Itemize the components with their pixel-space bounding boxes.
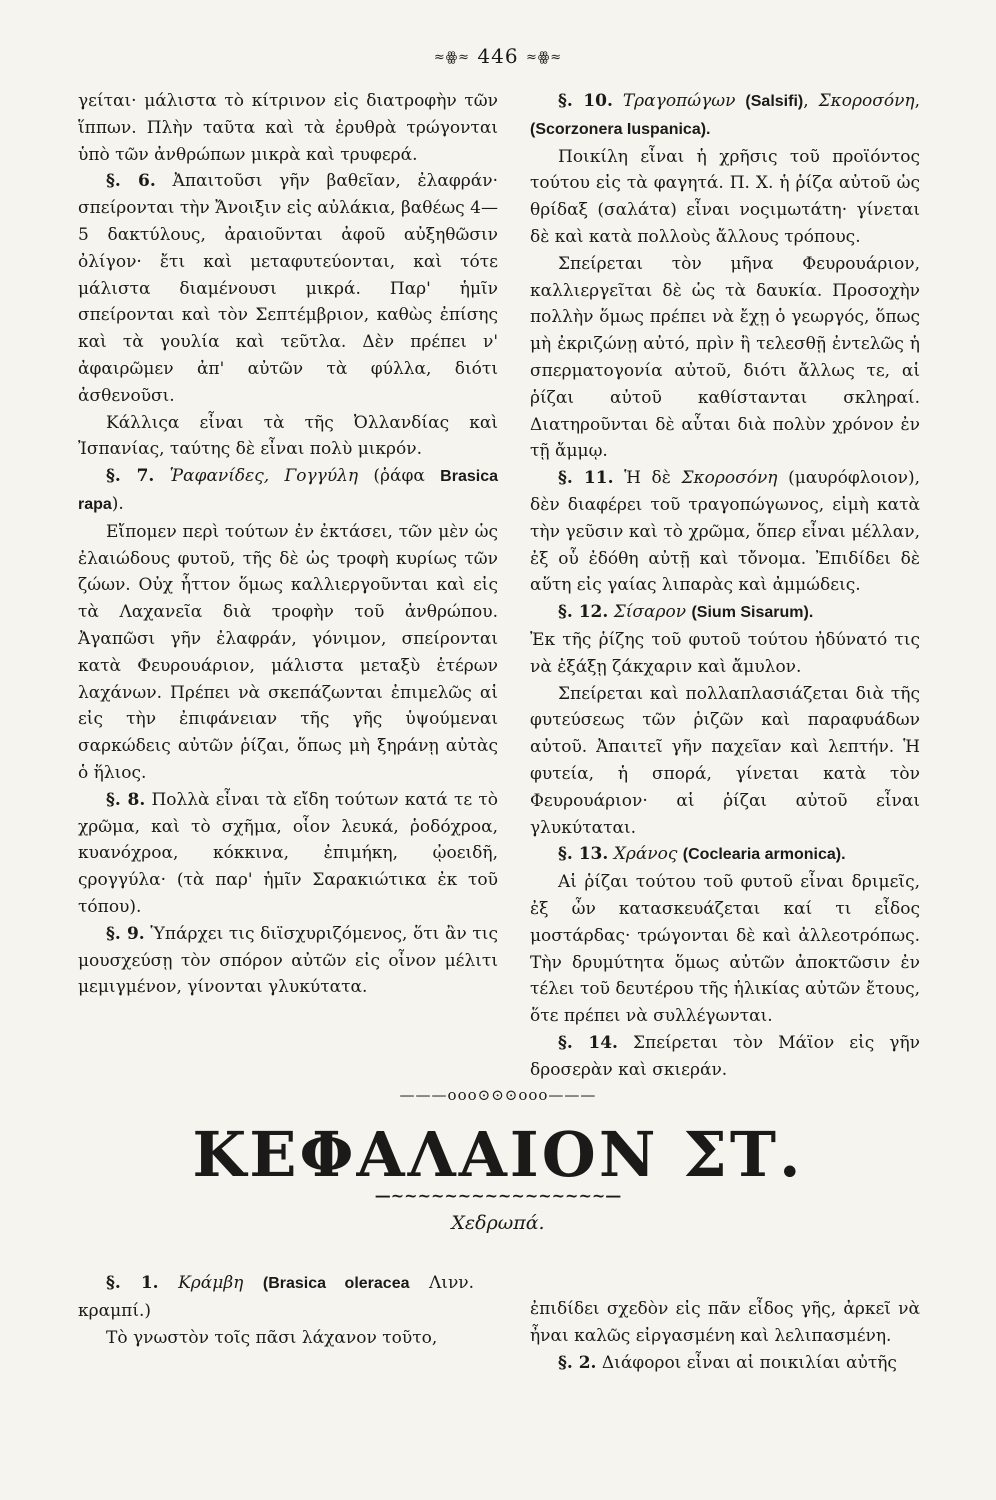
section-title: Κράμβη — [178, 1273, 244, 1293]
section-text: (μαυρόφλοιον), δὲν διαφέρει τοῦ τραγοπώγωνος, εἰμὴ κατὰ τὴν γεῦσιν καὶ τὸ χρῶμα, ὅπερ εἶναι μέλλαν, ἐξ οὗ ἐδόθη αὐτῇ καὶ τὄνομα. Ἐπιδίδει δὲ αὕτη εἰς γαίας λιπαρὰς καὶ ἀμμώδεις. — [530, 468, 920, 596]
section-text: Ἀπαιτοῦσι γῆν βαθεῖαν, ἐλαφράν· σπείρονται τὴν Ἄνοιξιν εἰς αὐλάκια, βαθέως 4— 5 δακτύλους, ἀραιοῦνται ἀφοῦ αὐξηθῶσιν ὀλίγον· ἔτι καὶ μεταφυτεύονται, καὶ τότε μάλιστα διαμένουσι μικρά. Παρ' ἡμῖν σπείρονται καὶ τὸν Σεπτέμβριον, καθὼς ἐπίσης καὶ τὰ γουλία καὶ τεῦτλα. Δὲν πρέπει ν' ἀφαιρῶμεν ἀπ' αὐτῶν τὰ φύλλα, διότι ἀσθενοῦσι. — [78, 171, 498, 406]
latin-name: (Salsifi) — [745, 93, 804, 110]
section-label: §. 11. — [558, 468, 614, 489]
section-label: §. 2. — [558, 1352, 597, 1373]
section-10: §. 10. Τραγοπώγων (Salsifi), Σκοροσόνη, (Scorzonera Iuspanica). — [530, 91, 920, 138]
ornament-left: ≈ꙮ≈ — [433, 50, 471, 65]
section-label: §. 1. — [106, 1273, 159, 1293]
latin-name: Brasica rapa — [78, 468, 498, 513]
ornament-rule: ———ooo⊙⊙⊙ooo——— — [399, 1086, 597, 1104]
section-text: Ἡ δὲ — [613, 468, 682, 489]
section-label: §. 6. — [106, 171, 156, 192]
paragraph: Σπείρεται καὶ πολλαπλασιάζεται διὰ τῆς φυτεύσεως τῶν ῥιζῶν καὶ παραφυάδων αὐτοῦ. Ἀπαιτεῖ γῆν παχεῖαν καὶ λεπτήν. Ἡ φυτεία, ἡ σπορά, γίνεται κατὰ τὸν Φευρουάριον· αἱ ῥίζαι αὐτοῦ εἶναι γλυκύταται. — [530, 683, 920, 838]
section-label: §. 13. — [558, 844, 609, 865]
section-label: §. 7. — [106, 466, 155, 487]
heading-rule: —~~~~~~~~~~~~~~~~— — [374, 1186, 622, 1205]
latin-name: (Sium Sisarum). — [691, 604, 814, 622]
paragraph: Τὸ γνωστὸν τοῖς πᾶσι λάχανον τοῦτο, — [106, 1327, 438, 1348]
chapter-heading: ΚΕΦΑΛΑΙΟΝ ΣΤ. — [192, 1118, 804, 1191]
paragraph: Ποικίλη εἶναι ἡ χρῆσις τοῦ προϊόντος τούτου εἰς τὰ φαγητά. Π. Χ. ἡ ῥίζα αὐτοῦ ὡς θρίδαξ (σαλάτα) εἶναι νοςιμωτάτη· γίνεται δὲ καὶ κατὰ πολλοὺς ἄλλους τρόπους. — [530, 146, 920, 247]
right-column — [530, 88, 920, 1083]
section-text: Διάφοροι εἶναι αἱ ποικιλίαι αὐτῆς — [596, 1352, 897, 1373]
ornament-right: ≈ꙮ≈ — [525, 50, 563, 65]
section-text: (ῥάφα — [358, 466, 441, 487]
section-title: Ῥαφανίδες, Γογγύλη — [169, 466, 359, 487]
paragraph: Σπείρεται τὸν μῆνα Φευρουάριον, καλλιεργεῖται δὲ ὡς τὰ δαυκία. Προσοχὴν πολλὴν ὅμως πρέπει νὰ ἔχῃ ὁ γεωργός, ὅπως μὴ ἐκριζώνῃ αὐτό, πρὶν ἢ τελεσθῇ ἐντελῶς ἡ σπερματογονία αὐτοῦ, διότι ἄλλως τε, αἱ ῥίζαι αὐτοῦ καθίστανται σκληραί. Διατηροῦνται δὲ αὗται διὰ πολὺν χρόνον ἐν τῇ ἄμμῳ. — [530, 253, 920, 462]
section-8 — [78, 787, 498, 921]
section-text: Λινν. κραμπί.) — [78, 1273, 475, 1321]
page-number — [0, 44, 996, 68]
section-2 — [530, 1350, 920, 1377]
paragraph: γείται· μάλιστα τὸ κίτρινον εἰς διατροφὴν τῶν ἵππων. Πλὴν ταῦτα καὶ τὰ ἐρυθρὰ τρώγονται ὑπὸ τῶν ἀνθρώπων μικρὰ καὶ τρυφερά. — [78, 91, 498, 165]
section-14 — [530, 1030, 920, 1084]
page-number-value: 446 — [477, 44, 519, 68]
paragraph: Ἐκ τῆς ῥίζης τοῦ φυτοῦ τούτου ἠδύνατό τις νὰ ἐξάξῃ ζάκχαριν καὶ ἄμυλον. — [530, 629, 920, 677]
section-6 — [78, 168, 498, 409]
bottom-right-column — [530, 1296, 920, 1376]
section-7 — [78, 463, 498, 519]
bottom-left-column — [78, 1270, 474, 1351]
section-title: Χράνος — [613, 844, 678, 865]
paragraph: Αἱ ῥίζαι τούτου τοῦ φυτοῦ εἶναι δριμεῖς, ἐξ ὧν κατασκευάζεται καί τι εἶδος μοστάρδας· τρώγονται δὲ καὶ ἀλλεοτρόπως. Τὴν δρυμύτητα ὅμως αὐτῶν ἀποκτῶσιν ἐν τέλει τοῦ δευτέρου τῆς ἡλικίας αὐτῶν ἔτους, ὅτε πρέπει νὰ συλλέγωνται. — [530, 872, 920, 1027]
section-11 — [530, 465, 920, 599]
left-column — [78, 88, 498, 1001]
section-label: §. 14. — [558, 1032, 618, 1053]
section-label: §. 12. — [558, 602, 609, 623]
section-text: Πολλὰ εἶναι τὰ εἴδη τούτων κατά τε τὸ χρῶμα, καὶ τὸ σχῆμα, οἷον λευκά, ῥοδόχροα, κυανόχροα, κόκκινα, ἐπιμήκη, ᾠοειδῆ, ςρογγύλα· (τὰ παρ' ἡμῖν Σαρακιώτικα ἐκ τοῦ τόπου). — [78, 789, 498, 917]
section-1 — [78, 1270, 474, 1325]
section-13 — [530, 841, 920, 869]
section-text: ). — [111, 493, 124, 514]
section-label: §. 8. — [106, 789, 146, 810]
latin-name: (Coclearia armonica). — [682, 846, 846, 864]
chapter-subtitle: Χεδρωπά. — [451, 1212, 545, 1234]
latin-name: (Brasica oleracea — [262, 1275, 410, 1292]
section-12 — [530, 599, 920, 627]
paragraph: ἐπιδίδει σχεδὸν εἰς πᾶν εἶδος γῆς, ἀρκεῖ νὰ ἦναι καλῶς εἰργασμένη καὶ λελιπασμένη. — [530, 1299, 920, 1346]
section-label: §. 9. — [106, 923, 145, 944]
section-9 — [78, 921, 498, 1001]
section-text: Σπείρεται τὸν Μάϊον εἰς γῆν δροσερὰν καὶ σκιεράν. — [530, 1032, 920, 1080]
latin-name: (Scorzonera Iuspanica). — [530, 120, 711, 138]
paragraph: Κάλλιςα εἶναι τὰ τῆς Ὀλλανδίας καὶ Ἰσπανίας, ταύτης δὲ εἶναι πολὺ μικρόν. — [78, 412, 498, 460]
paragraph: Εἴπομεν περὶ τούτων ἐν ἐκτάσει, τῶν μὲν ὡς ἐλαιώδους φυτοῦ, τῆς δὲ ὡς τροφὴ κυρίως τῶν ζώων. Οὐχ ἧττον ὅμως καλλιεργοῦνται καὶ εἰς τὰ Λαχανεῖα διὰ τροφὴν τοῦ ἀνθρώπου. Ἀγαπῶσι γῆν ἐλαφράν, γόνιμον, σπείρονται κατὰ Φευρουάριον, μάλιστα μεταξὺ ἑτέρων λαχάνων. Πρέπει νὰ σκεπάζωνται ἐπιμελῶς αἱ εἰς τὴν ἐπιφάνειαν τῆς γῆς ὑψούμεναι σαρκώδεις αὐτῶν ῥίζαι, ὅπως μὴ ξηράνῃ αὐτὰς ὁ ἥλιος. — [78, 521, 498, 783]
section-text: Ὑπάρχει τις διϊσχυριζόμενος, ὅτι ἂν τις μουσχεύσῃ τὸν σπόρον αὐτῶν εἰς οἶνον μέλιτι μεμιγμένον, γίνονται γλυκύτατα. — [78, 923, 498, 998]
section-title: Σκοροσόνη — [681, 468, 778, 489]
section-title: Τραγοπώγων — [622, 91, 736, 111]
section-title: Σκοροσόνη — [818, 91, 915, 111]
section-label: §. 10. — [558, 91, 613, 111]
section-title: Σίσαρον — [613, 602, 687, 623]
